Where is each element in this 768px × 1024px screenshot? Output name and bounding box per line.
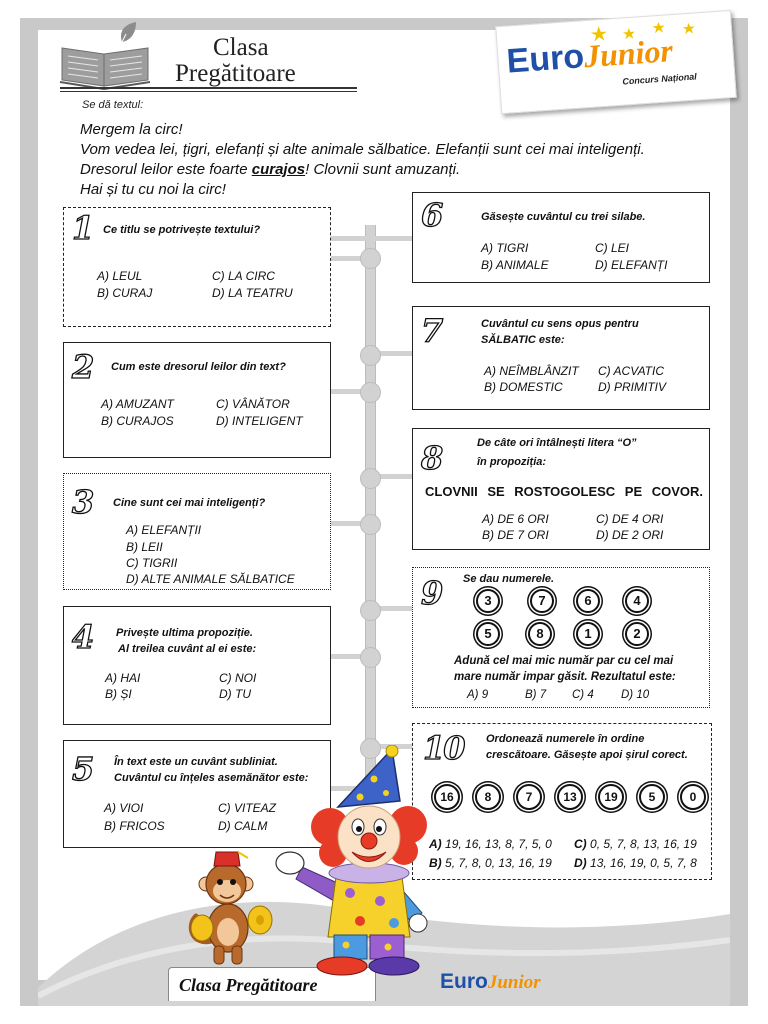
question-prompt-line1: În text este un cuvânt subliniat. (114, 756, 278, 768)
timeline-node (360, 382, 381, 403)
header-title-line1: Clasa (213, 34, 269, 61)
question-prompt: Cum este dresorul leilor din text? (111, 361, 286, 373)
circled-number: 0 (680, 784, 706, 810)
question-2-box (63, 342, 331, 458)
question-prompt: Ce titlu se potrivește textului? (103, 224, 261, 236)
option-b[interactable] (429, 856, 552, 870)
circled-number: 7 (516, 784, 542, 810)
option-c[interactable]: C) LA CIRC (212, 269, 275, 283)
intro-label: Se dă textul: (82, 99, 144, 111)
option-b[interactable]: B) CURAJOS (101, 414, 174, 428)
option-b[interactable]: B) 7 (525, 689, 547, 701)
timeline-node (360, 468, 381, 489)
circled-number: 13 (557, 784, 583, 810)
option-a[interactable] (429, 837, 552, 851)
question-statement-line2: mare număr impar găsit. Rezultatul este: (454, 671, 676, 683)
timeline-node (360, 514, 381, 535)
question-prompt-line2: crescătoare. Găsește apoi șirul corect. (486, 749, 688, 761)
option-c[interactable]: C) ACVATIC (598, 364, 665, 378)
monkey-illustration (182, 846, 282, 968)
footer-logo (440, 970, 541, 998)
clown-face (338, 806, 400, 868)
option-a[interactable]: A) 9 (467, 689, 489, 701)
option-a[interactable]: A) NEÎMBLÂNZIT (484, 364, 579, 378)
circled-number: 7 (530, 589, 554, 613)
question-number: 4 (72, 618, 93, 656)
clown-glove (276, 852, 304, 874)
question-number: 1 (72, 209, 93, 247)
circled-number: 2 (625, 622, 649, 646)
question-prompt-line1: De câte ori întâlnești litera “O” (477, 437, 637, 449)
circled-number: 6 (576, 589, 600, 613)
option-c[interactable]: C) DE 4 ORI (596, 512, 664, 526)
option-d[interactable] (574, 856, 697, 870)
option-d[interactable]: D) DE 2 ORI (596, 528, 664, 542)
circled-number: 8 (475, 784, 501, 810)
question-prompt-line2: în propoziția: (477, 456, 547, 468)
timeline-node (360, 647, 381, 668)
question-prompt-line2: Cuvântul cu înțeles asemănător este: (114, 772, 309, 784)
option-a[interactable]: A) TIGRI (481, 241, 529, 255)
circled-number: 8 (528, 622, 552, 646)
option-d[interactable]: D) TU (219, 687, 251, 701)
option-b[interactable]: B) FRICOS (104, 819, 165, 833)
question-prompt-line2: SĂLBATIC este: (481, 334, 565, 346)
question-number: 3 (72, 483, 93, 521)
question-number: 7 (421, 312, 442, 350)
open-book-icon (58, 22, 154, 90)
timeline-node (360, 600, 381, 621)
question-number: 9 (421, 574, 442, 612)
question-6-box (412, 192, 710, 283)
option-d[interactable]: D) CALM (218, 819, 268, 833)
question-4-box (63, 606, 331, 725)
option-text: 5, 7, 8, 0, 13, 16, 19 (445, 856, 552, 870)
timeline-link (376, 474, 412, 479)
header-rule-thin (60, 91, 357, 92)
circled-number: 19 (598, 784, 624, 810)
footer-logo-euro: Euro (440, 970, 488, 993)
question-prompt-line1: Cuvântul cu sens opus pentru (481, 318, 639, 330)
timeline-link (376, 351, 412, 356)
option-letter: C) (574, 837, 587, 851)
option-text: 13, 16, 19, 0, 5, 7, 8 (590, 856, 697, 870)
timeline-node (360, 345, 381, 366)
option-a[interactable]: A) LEUL (97, 269, 143, 283)
footer-logo-junior: Junior (487, 972, 541, 993)
option-b[interactable]: B) DOMESTIC (484, 380, 563, 394)
option-c[interactable]: C) VÂNĂTOR (216, 397, 290, 411)
circled-number: 16 (434, 784, 460, 810)
header-rule (60, 87, 357, 89)
clown-hat (338, 745, 400, 807)
question-number: 5 (72, 750, 93, 788)
option-letter: D) (574, 856, 587, 870)
option-a[interactable]: A) VIOI (104, 801, 144, 815)
question-prompt-line2: Al treilea cuvânt al ei este: (118, 643, 257, 655)
circled-number: 1 (576, 622, 600, 646)
intro-line-4: Hai și tu cu noi la circ! (80, 181, 226, 198)
underlined-word: curajos (251, 161, 306, 178)
option-d[interactable]: D) ELEFANȚI (595, 258, 668, 272)
option-text: 0, 5, 7, 8, 13, 16, 19 (590, 837, 697, 851)
intro-line-2: Vom vedea lei, țigri, elefanți și alte animale sălbatice. Elefanții sunt cei mai inteligenți. (80, 141, 645, 158)
option-b[interactable]: B) DE 7 ORI (482, 528, 549, 542)
timeline-node (360, 248, 381, 269)
question-number: 8 (421, 439, 442, 477)
intro-line-1: Mergem la circ! (80, 121, 183, 138)
circled-number: 5 (476, 622, 500, 646)
question-statement-line1: Adună cel mai mic număr par cu cel mai (454, 655, 674, 667)
question-prompt-line1: Privește ultima propoziție. (116, 627, 253, 639)
intro-line-3 (80, 161, 460, 178)
option-letter: B) (429, 856, 442, 870)
option-text: 19, 16, 13, 8, 7, 5, 0 (445, 837, 552, 851)
question-number: 6 (421, 196, 442, 234)
header-title-line2: Pregătitoare (175, 60, 296, 87)
eurojunior-logo-card (495, 10, 737, 114)
footer-title: Clasa Pregătitoare (179, 975, 318, 995)
option-d[interactable]: D) INTELIGENT (216, 414, 303, 428)
option-c[interactable]: C) VITEAZ (218, 801, 277, 815)
intro-line-3-start: Dresorul leilor este foarte (80, 161, 252, 178)
timeline-bar (365, 225, 376, 795)
option-a[interactable]: A) ELEFANȚII (126, 523, 202, 537)
question-8-box (412, 428, 710, 550)
question-sentence: CLOVNII SE ROSTOGOLESC PE COVOR. (425, 484, 704, 499)
option-a[interactable]: A) DE 6 ORI (482, 512, 549, 526)
logo-subtitle: Concurs Național (622, 71, 698, 87)
option-d[interactable]: D) ALTE ANIMALE SĂLBATICE (126, 572, 295, 586)
intro-line-3-end: ! Clovnii sunt amuzanți. (305, 161, 461, 178)
option-d[interactable]: D) 10 (621, 689, 650, 701)
option-d[interactable]: D) PRIMITIV (598, 380, 666, 394)
option-b[interactable]: B) ȘI (105, 687, 132, 701)
question-9-box (412, 567, 710, 708)
option-letter: A) (429, 837, 442, 851)
question-1-box (63, 207, 331, 327)
question-prompt: Găsește cuvântul cu trei silabe. (481, 211, 646, 223)
question-prompt: Cine sunt cei mai inteligenți? (113, 497, 266, 509)
circled-number: 4 (625, 589, 649, 613)
option-c[interactable] (574, 837, 697, 851)
option-d[interactable]: D) LA TEATRU (212, 286, 293, 300)
logo-euro: Euro (505, 37, 586, 81)
circled-number: 3 (476, 589, 500, 613)
question-7-box (412, 306, 710, 410)
question-prompt-line1: Ordonează numerele în ordine (486, 733, 645, 745)
question-10-box (412, 723, 712, 880)
clown-illustration (270, 745, 442, 977)
option-c[interactable]: C) 4 (572, 689, 594, 701)
question-number: 10 (423, 729, 464, 767)
option-a[interactable]: A) AMUZANT (101, 397, 174, 411)
question-prompt: Se dau numerele. (463, 573, 555, 585)
logo-junior: Junior (582, 32, 674, 75)
question-number: 2 (72, 348, 93, 386)
option-b[interactable]: B) CURAJ (97, 286, 153, 300)
timeline-link (331, 236, 412, 241)
timeline-link (376, 606, 412, 611)
option-c[interactable]: C) TIGRII (126, 556, 178, 570)
option-a[interactable]: A) HAI (105, 671, 141, 685)
option-b[interactable]: B) LEII (126, 540, 163, 554)
question-3-box (63, 473, 331, 590)
option-b[interactable]: B) ANIMALE (481, 258, 549, 272)
option-c[interactable]: C) LEI (595, 241, 630, 255)
circled-number: 5 (639, 784, 665, 810)
option-c[interactable]: C) NOI (219, 671, 257, 685)
